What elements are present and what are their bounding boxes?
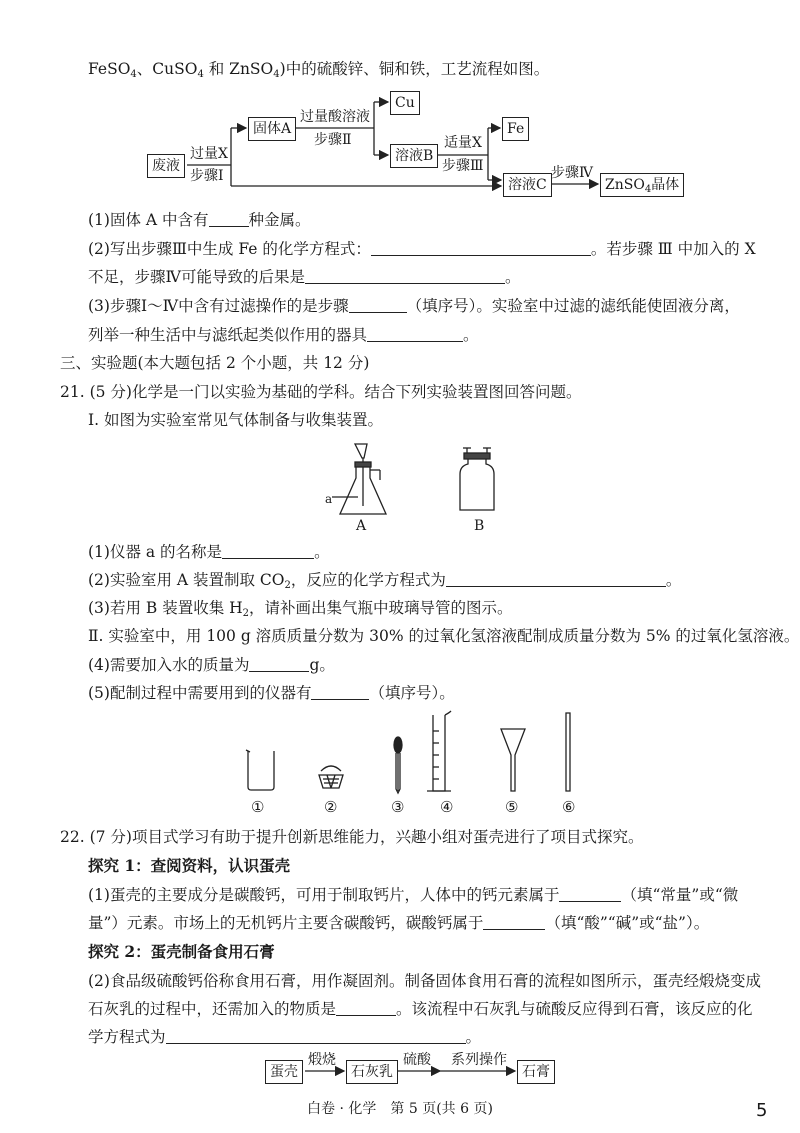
glass-rod-drawing bbox=[566, 713, 570, 791]
flow2-calcine-label: 煅烧 bbox=[308, 1052, 336, 1068]
beaker-drawing bbox=[246, 750, 274, 790]
label-apparatus-b: B bbox=[474, 518, 485, 534]
flow-solid-a-box: 固体A bbox=[248, 117, 296, 141]
instrument-number-4: ④ bbox=[440, 798, 454, 816]
flow-step4-label: 步骤Ⅳ bbox=[551, 165, 593, 181]
flow-solution-c-box: 溶液C bbox=[503, 173, 552, 197]
q20-3b: 列举一种生活中与滤纸起类似作用的器具 。 bbox=[88, 326, 479, 344]
flow2-ops-label: 系列操作 bbox=[451, 1052, 507, 1068]
q22-1a: (1)蛋壳的主要成分是碳酸钙，可用于制取钙片，人体中的钙元素属于 （填“常量”或“微 bbox=[88, 886, 739, 904]
q22-explore1: 探究 1：查阅资料，认识蛋壳 bbox=[88, 856, 291, 875]
apparatus-a-drawing bbox=[332, 444, 386, 514]
q22-explore2: 探究 2：蛋壳制备食用石膏 bbox=[88, 942, 275, 961]
flow2-acid-label: 硫酸 bbox=[403, 1052, 431, 1068]
q21-5: (5)配制过程中需要用到的仪器有 （填序号）。 bbox=[88, 684, 455, 702]
wire-gauze-drawing bbox=[319, 766, 343, 788]
funnel-drawing bbox=[501, 729, 525, 791]
apparatus-ab-figure bbox=[320, 440, 500, 530]
flow-fe-box: Fe bbox=[502, 117, 529, 141]
q20-3: (3)步骤Ⅰ～Ⅳ中含有过滤操作的是步骤 （填序号）。实验室中过滤的滤纸能使固液分离， bbox=[88, 297, 740, 315]
flow-step2-label: 步骤Ⅱ bbox=[314, 132, 352, 148]
instruments-figure bbox=[235, 705, 595, 795]
dropper-drawing bbox=[394, 737, 402, 793]
q22-2b: 石灰乳的过程中，还需加入的物质是 。该流程中石灰乳与硫酸反应得到石膏，该反应的化 bbox=[88, 1000, 753, 1018]
q20-2: (2)写出步骤Ⅲ中生成 Fe 的化学方程式： 。若步骤 Ⅲ 中加入的 X bbox=[88, 240, 756, 258]
flow-acid-excess-label: 过量酸溶液 bbox=[300, 109, 370, 125]
q21-2: (2)实验室用 A 装置制取 $CO_2$，反应的化学方程式为 。 bbox=[88, 571, 682, 591]
q22-2a: (2)食品级硫酸钙俗称食用石膏，用作凝固剂。制备固体食用石膏的流程如图所示，蛋壳经煅烧变成 bbox=[88, 972, 761, 990]
q20-2b: 不足，步骤Ⅳ可能导致的后果是 。 bbox=[88, 268, 521, 286]
flow2-gypsum-box: 石膏 bbox=[517, 1060, 555, 1084]
flow-step1-label: 步骤Ⅰ bbox=[190, 168, 224, 184]
q21-4: (4)需要加入水的质量为 g。 bbox=[88, 656, 335, 674]
flow-cu-box: Cu bbox=[390, 91, 420, 115]
flow-waste-box: 废液 bbox=[147, 154, 185, 178]
q21-3: (3)若用 B 装置收集 $H_2$，请补画出集气瓶中玻璃导管的图示。 bbox=[88, 599, 513, 619]
q21-part2: Ⅱ. 实验室中，用 100 g 溶质质量分数为 30% 的过氧化氢溶液配制成质量分数为 5% 的过氧化氢溶液。 bbox=[88, 627, 800, 645]
q21-part1: Ⅰ. 如图为实验室常见气体制备与收集装置。 bbox=[88, 411, 383, 429]
instrument-number-2: ② bbox=[324, 798, 338, 816]
flow-solution-b-box: 溶液B bbox=[390, 144, 438, 168]
label-apparatus-a: A bbox=[356, 518, 367, 534]
flow-step3-label: 步骤Ⅲ bbox=[442, 158, 484, 174]
section-three-heading: 三、实验题(本大题包括 2 个小题，共 12 分) bbox=[60, 354, 370, 372]
instrument-number-6: ⑥ bbox=[562, 798, 576, 816]
graduated-cylinder-drawing bbox=[427, 711, 451, 791]
intro-line: FeSO$_4$、CuSO$_4$ 和 ZnSO$_4$)中的硫酸锌、铜和铁，工艺流程如图。 bbox=[88, 60, 550, 80]
flow2-limemilk-box: 石灰乳 bbox=[346, 1060, 398, 1084]
apparatus-b-drawing bbox=[460, 448, 494, 510]
q21-head: 21. (5 分)化学是一门以实验为基础的学科。结合下列实验装置图回答问题。 bbox=[60, 383, 582, 401]
q21-1: (1)仪器 a 的名称是 。 bbox=[88, 543, 330, 561]
instrument-number-3: ③ bbox=[391, 798, 405, 816]
q22-2c: 学方程式为 。 bbox=[88, 1028, 482, 1046]
flow2-eggshell-box: 蛋壳 bbox=[265, 1060, 303, 1084]
page-number: 5 bbox=[756, 1100, 768, 1121]
q22-head: 22. (7 分)项目式学习有助于提升创新思维能力，兴趣小组对蛋壳进行了项目式探究。 bbox=[60, 828, 644, 846]
page-footer: 白卷 · 化学 第 5 页(共 6 页) bbox=[307, 1101, 493, 1117]
flow-x-excess-label: 过量X bbox=[190, 146, 228, 162]
flow-x-proper-label: 适量X bbox=[444, 135, 482, 151]
q22-1b: 量”）元素。市场上的无机钙片主要含碳酸钙，碳酸钙属于 （填“酸”“碱”或“盐”）。 bbox=[88, 914, 710, 932]
flow-product-box: ZnSO$_4$晶体 bbox=[600, 173, 684, 197]
label-a: a bbox=[325, 492, 333, 506]
instrument-number-5: ⑤ bbox=[505, 798, 519, 816]
instrument-number-1: ① bbox=[251, 798, 265, 816]
q20-1: (1)固体 A 中含有 种金属。 bbox=[88, 211, 311, 229]
